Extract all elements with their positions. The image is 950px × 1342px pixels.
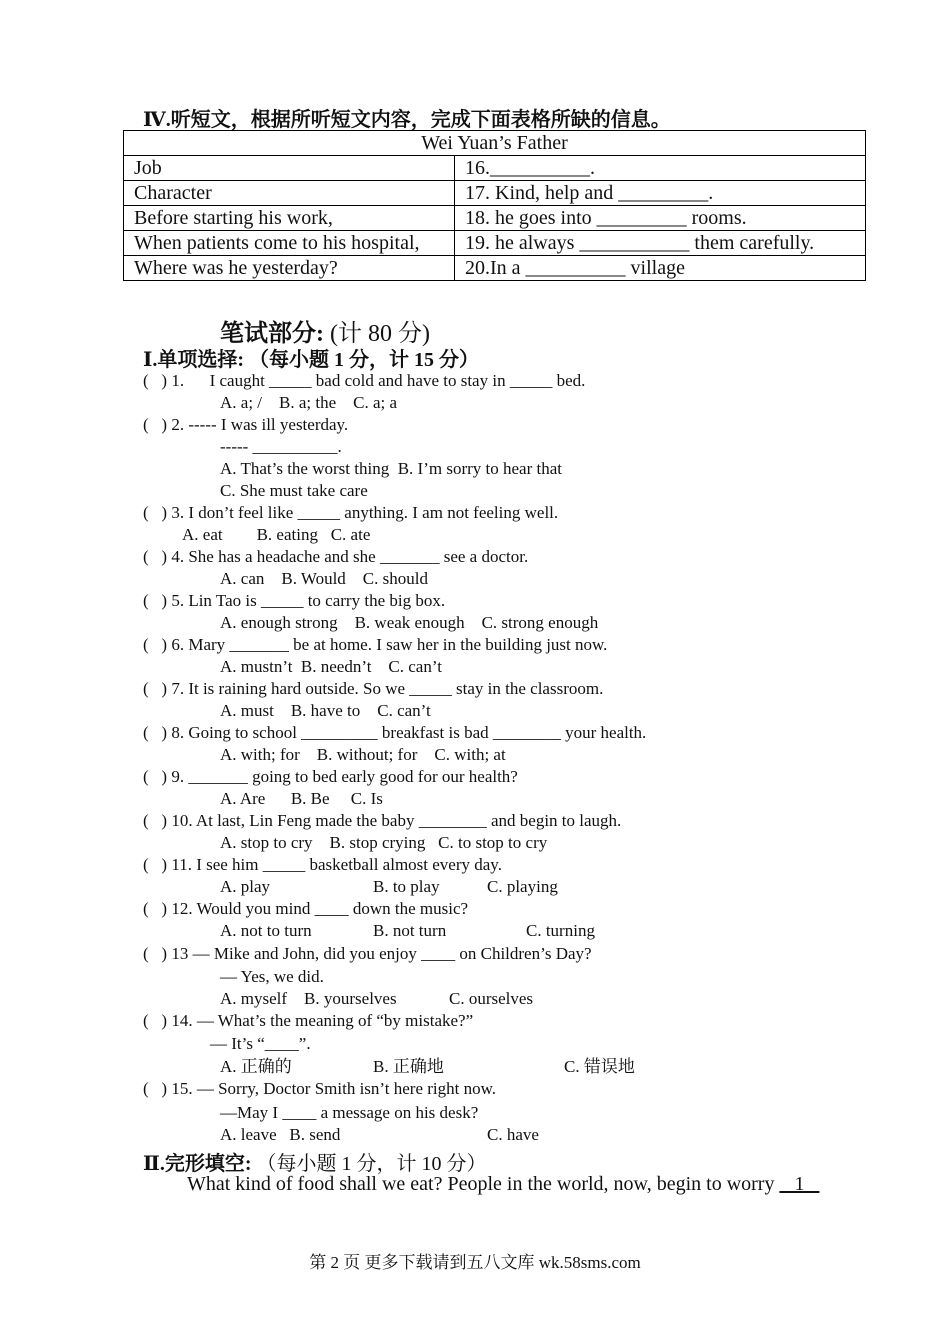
question-line: ( ) 3. I don’t feel like _____ anything. I am not feeling well. xyxy=(143,503,559,522)
question-line: ( ) 6. Mary _______ be at home. I saw her in the building just now. xyxy=(143,635,608,654)
table-cell: When patients come to his hospital, xyxy=(124,231,455,256)
section2-heading xyxy=(143,1147,487,1176)
section2-heading-rest: （每小题 1 分，计 10 分） xyxy=(251,1153,487,1175)
option-a: A. 正确的 xyxy=(220,1057,292,1076)
written-score: (计 80 分) xyxy=(324,321,430,347)
option-a: A. play xyxy=(220,877,271,896)
table-row xyxy=(124,256,866,281)
options-line: A. must B. have to C. can’t xyxy=(220,701,431,720)
option-ab: A. leave B. send xyxy=(220,1125,341,1144)
option-c: C. 错误地 xyxy=(564,1057,635,1076)
table-cell: 17. Kind, help and _________. xyxy=(455,181,866,206)
options-line: A. mustn’t B. needn’t C. can’t xyxy=(220,657,442,676)
blank-1: 1 xyxy=(779,1173,820,1195)
table-cell: Where was he yesterday? xyxy=(124,256,455,281)
options-line: A. That’s the worst thing B. I’m sorry to hear that xyxy=(220,459,562,478)
option-c: C. ourselves xyxy=(449,989,534,1008)
option-b: B. to play xyxy=(373,877,440,896)
table-row xyxy=(124,156,866,181)
options-line: A. with; for B. without; for C. with; at xyxy=(220,745,506,764)
question-line: ( ) 9. _______ going to bed early good for our health? xyxy=(143,767,518,786)
question-line: ( ) 12. Would you mind ____ down the music? xyxy=(143,899,469,918)
options-line: A. stop to cry B. stop crying C. to stop to cry xyxy=(220,833,548,852)
table-cell: Character xyxy=(124,181,455,206)
option-b: B. not turn xyxy=(373,921,447,940)
question-line: ( ) 10. At last, Lin Feng made the baby ________ and begin to laugh. xyxy=(143,811,622,830)
question-line: —May I ____ a message on his desk? xyxy=(220,1103,479,1122)
question-line: ( ) 1. I caught _____ bad cold and have to stay in _____ bed. xyxy=(143,371,586,390)
question-line: ( ) 7. It is raining hard outside. So we _____ stay in the classroom. xyxy=(143,679,604,698)
question-line: ( ) 5. Lin Tao is _____ to carry the big box. xyxy=(143,591,446,610)
question-line: ( ) 2. ----- I was ill yesterday. xyxy=(143,415,349,434)
table-cell: Before starting his work, xyxy=(124,206,455,231)
options-line: C. She must take care xyxy=(220,481,368,500)
table-row xyxy=(124,181,866,206)
option-c: C. turning xyxy=(526,921,595,940)
question-line: — It’s “____”. xyxy=(210,1034,311,1053)
option-b: B. 正确地 xyxy=(373,1057,444,1076)
table-title: Wei Yuan’s Father xyxy=(124,131,866,156)
option-a: A. not to turn xyxy=(220,921,312,940)
option-c: C. have xyxy=(487,1125,539,1144)
cloze-passage xyxy=(187,1173,819,1196)
section1-heading: Ⅰ.单项选择: （每小题 1 分，计 15 分） xyxy=(143,349,480,371)
options-line: A. enough strong B. weak enough C. strong enough xyxy=(220,613,599,632)
question-line: ( ) 11. I see him _____ basketball almost every day. xyxy=(143,855,502,874)
options-line: A. eat B. eating C. ate xyxy=(182,525,371,544)
listening-table xyxy=(123,130,866,281)
question-line: ( ) 13 — Mike and John, did you enjoy ____ on Children’s Day? xyxy=(143,944,592,963)
table-row xyxy=(124,206,866,231)
options-line: A. a; / B. a; the C. a; a xyxy=(220,393,398,412)
written-title-bold: 笔试部分: xyxy=(220,321,324,347)
question-line: — Yes, we did. xyxy=(220,967,324,986)
section2-heading-bold: Ⅱ.完形填空: xyxy=(143,1153,252,1175)
page-footer: 第 2 页 更多下载请到五八文库 wk.58sms.com xyxy=(309,1253,641,1272)
table-row xyxy=(124,231,866,256)
listening-heading: Ⅳ.听短文，根据所听短文内容，完成下面表格所缺的信息。 xyxy=(143,109,671,131)
passage-text: What kind of food shall we eat? People in the world, now, begin to worry xyxy=(187,1173,780,1195)
question-line: ( ) 14. — What’s the meaning of “by mistake?” xyxy=(143,1011,474,1030)
question-line: ( ) 4. She has a headache and she _______ see a doctor. xyxy=(143,547,529,566)
option-ab: A. myself B. yourselves xyxy=(220,989,397,1008)
options-line: A. can B. Would C. should xyxy=(220,569,428,588)
table-cell: 16.__________. xyxy=(455,156,866,181)
option-c: C. playing xyxy=(487,877,558,896)
table-title-row xyxy=(124,131,866,156)
table-cell: 18. he goes into _________ rooms. xyxy=(455,206,866,231)
options-line: A. Are B. Be C. Is xyxy=(220,789,383,808)
question-line: ----- __________. xyxy=(220,437,342,456)
table-cell: 20.In a __________ village xyxy=(455,256,866,281)
question-line: ( ) 8. Going to school _________ breakfast is bad ________ your health. xyxy=(143,723,647,742)
table-cell: Job xyxy=(124,156,455,181)
table-cell: 19. he always ___________ them carefully. xyxy=(455,231,866,256)
question-line: ( ) 15. — Sorry, Doctor Smith isn’t here right now. xyxy=(143,1079,497,1098)
